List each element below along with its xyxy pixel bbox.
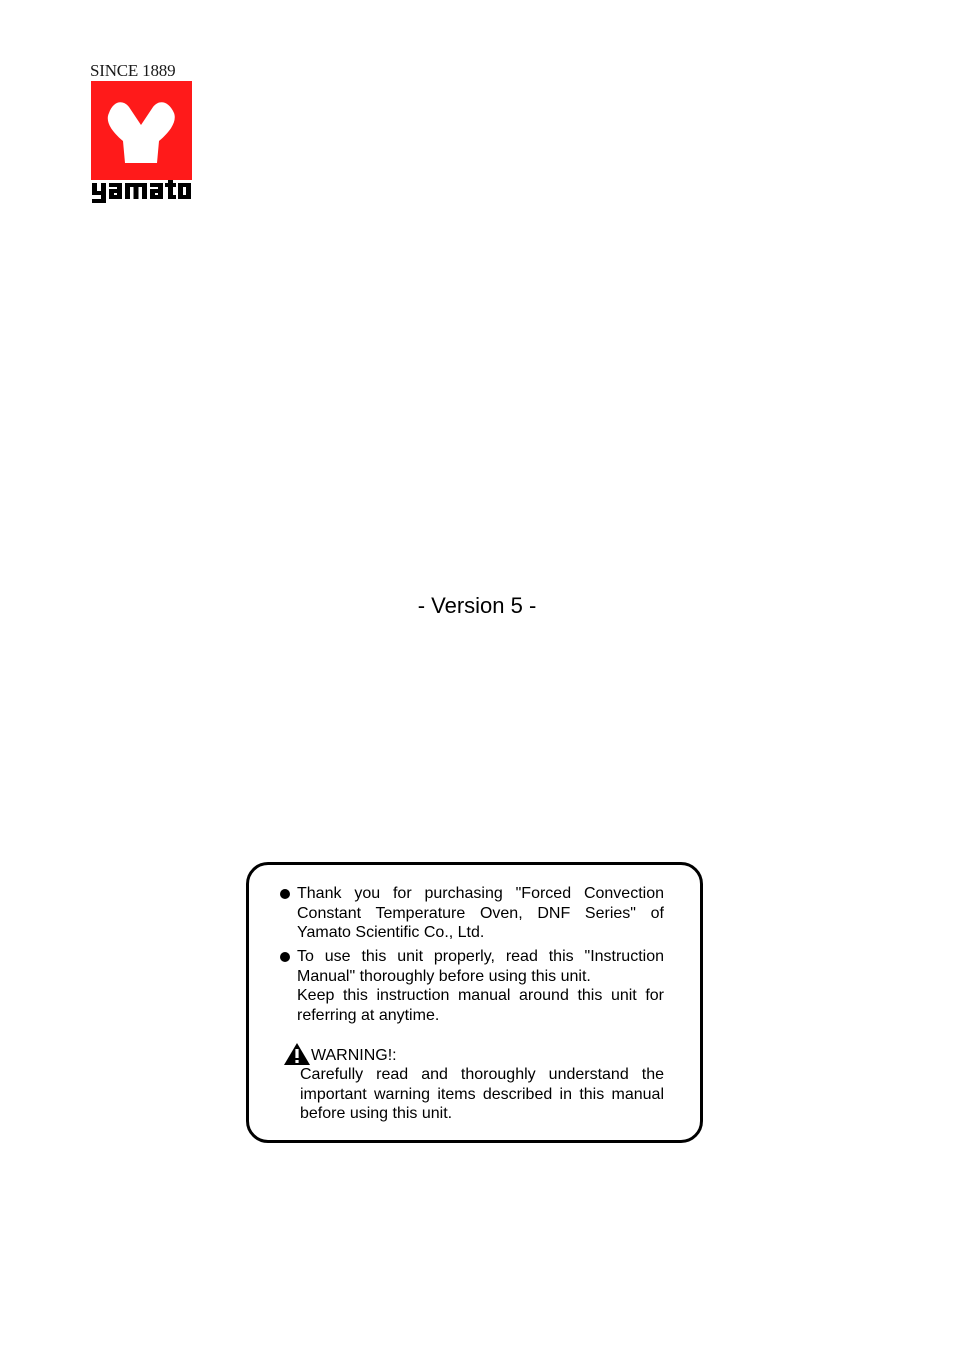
warning-title: WARNING!: [311, 1046, 397, 1064]
yamato-logo [90, 62, 192, 204]
notice-bullet-text: To use this unit properly, read this "Instruction Manual" thoroughly before using this unit. [297, 948, 664, 985]
notice-bullet-read-manual [280, 947, 664, 1025]
version-label: - Version 5 - [417, 593, 537, 618]
bullet-dot-icon [280, 952, 290, 962]
bullet-dot-icon [280, 889, 290, 899]
yamato-wordmark-icon [91, 180, 192, 204]
warning-section [283, 1043, 664, 1124]
notice-bullet-text: Thank you for purchasing "Forced Convection Constant Temperature Oven, DNF Series" of Yamato Scientific Co., Ltd. [297, 885, 664, 941]
warning-heading [283, 1043, 664, 1065]
yamato-y-mark-icon [91, 81, 192, 180]
notice-bullet-text-keep: Keep this instruction manual around this unit for referring at anytime. [297, 987, 664, 1024]
warning-triangle-icon [283, 1042, 311, 1066]
warning-body: Carefully read and thoroughly understand the important warning items described in this manual before using this unit. [300, 1066, 664, 1122]
logo-since-text: SINCE 1889 [90, 61, 176, 80]
notice-box [246, 862, 703, 1143]
notice-bullet-thanks [280, 884, 664, 943]
